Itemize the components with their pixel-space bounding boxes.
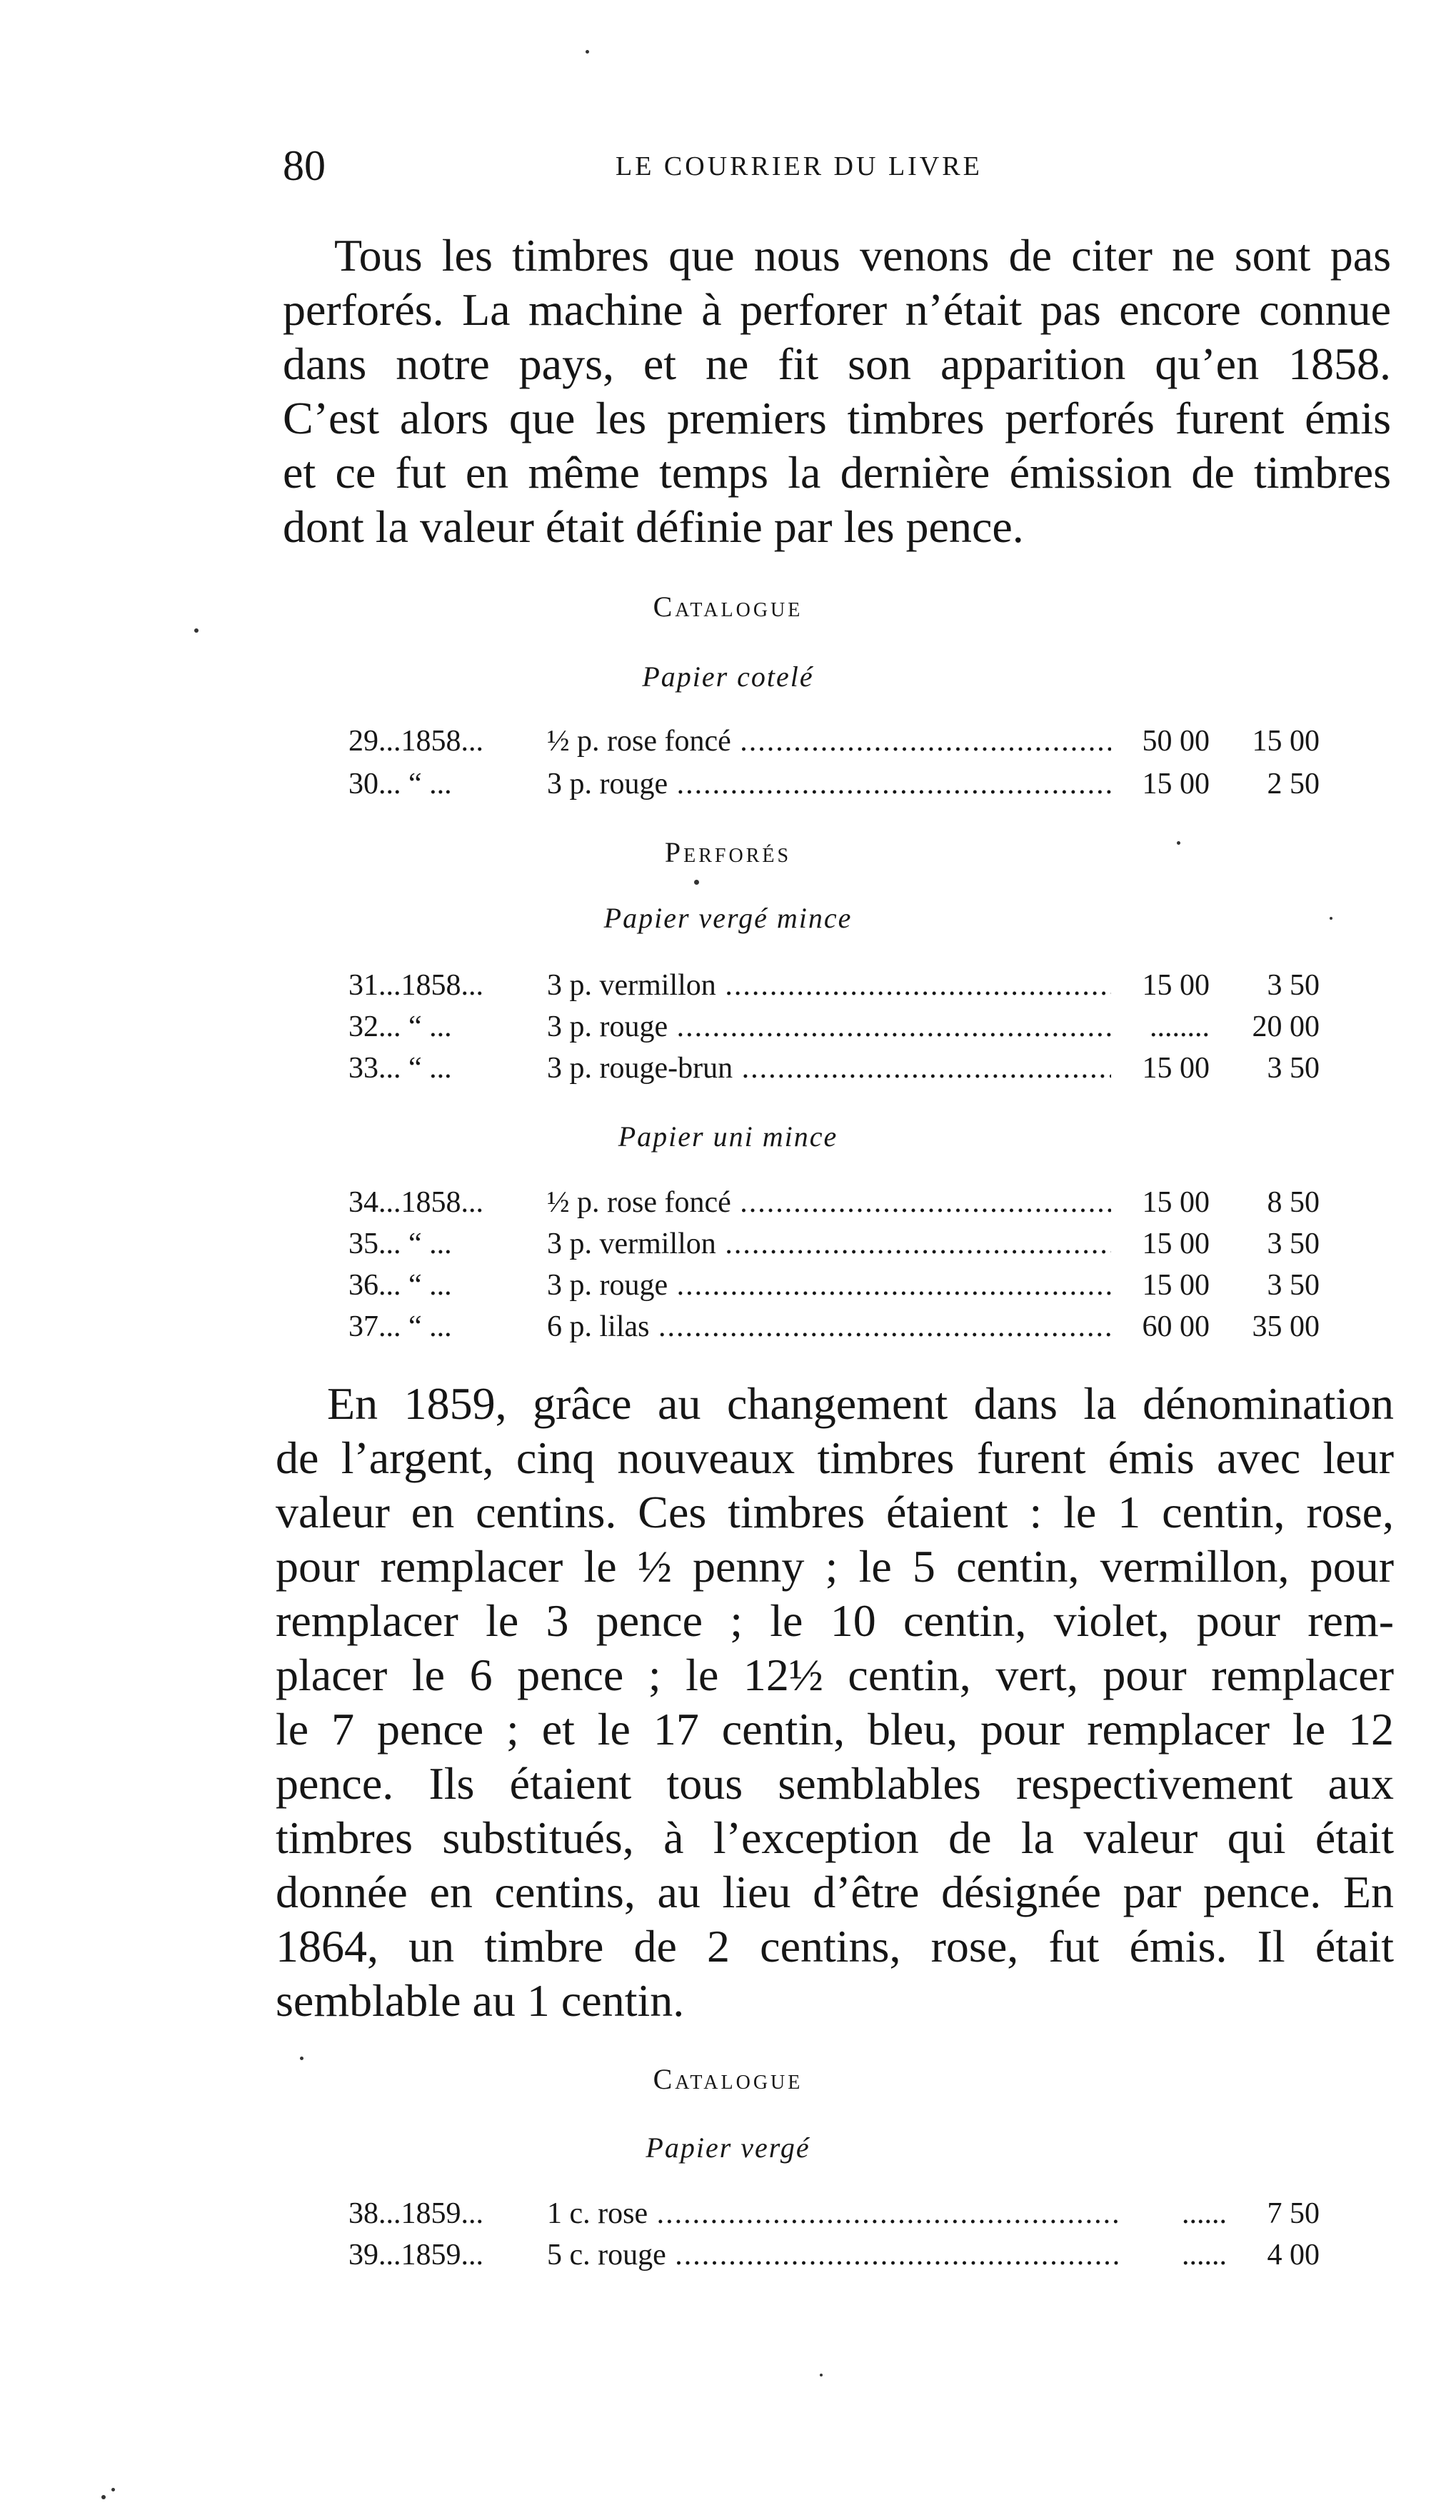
price-new: 15 00 <box>1142 1186 1210 1219</box>
price-new: ...... <box>1182 2239 1227 2271</box>
price-used: 15 00 <box>1252 725 1320 758</box>
catalogue-row <box>348 1265 1334 1305</box>
catalogue-row <box>348 1224 1334 1264</box>
text-line: semblable au 1 centin. <box>276 1975 685 2026</box>
catalogue-row <box>348 764 1334 804</box>
text-line: et ce fut en même temps la dernière émission de timbres <box>283 447 1391 498</box>
text-line: timbres substitués, à l’exception de la valeur qui était <box>276 1812 1394 1863</box>
text-line: placer le 6 pence ; le 12½ centin, vert, pour remplacer <box>276 1650 1394 1700</box>
catalogue-row <box>348 1183 1334 1223</box>
stamp-number: 31...1858... <box>348 969 483 1002</box>
stamp-description: ½ p. rose foncé ..... <box>547 1183 1111 1223</box>
price-used: 2 50 <box>1267 768 1320 800</box>
text-line: remplacer le 3 pence ; le 10 centin, violet, pour rem- <box>276 1595 1394 1646</box>
stamp-number: 34...1858... <box>348 1186 483 1219</box>
stamp-number: 37... “ ... <box>348 1310 452 1343</box>
paragraph-1 <box>283 229 1391 554</box>
stamp-description: 3 p. rouge-brun ..... <box>547 1048 1111 1088</box>
page-number: 80 <box>283 142 326 189</box>
stamp-description: 3 p. vermillon ..... <box>547 1224 1111 1264</box>
catalogue-row <box>348 965 1334 1005</box>
stamp-description: 6 p. lilas ..... <box>547 1307 1111 1347</box>
price-new: ........ <box>1150 1010 1210 1043</box>
text-line: C’est alors que les premiers timbres perforés furent émis <box>283 393 1391 443</box>
text-line: pour remplacer le ½ penny ; le 5 centin, vermillon, pour <box>276 1541 1394 1592</box>
price-new: 15 00 <box>1142 969 1210 1002</box>
price-used: 3 50 <box>1267 1269 1320 1302</box>
scan-speck <box>194 628 199 633</box>
stamp-description: 3 p. rouge ..... <box>547 1265 1111 1305</box>
price-used: 4 00 <box>1267 2239 1320 2271</box>
scan-speck <box>820 2374 823 2376</box>
stamp-description: 5 c. rouge ..... <box>547 2235 1118 2275</box>
stamp-number: 30... “ ... <box>348 768 452 800</box>
price-used: 3 50 <box>1267 1228 1320 1260</box>
price-new: 50 00 <box>1142 725 1210 758</box>
text-line: Tous les timbres que nous venons de citer ne sont pas <box>334 230 1391 281</box>
section-heading: Perforés <box>664 836 792 868</box>
paper-heading: Papier vergé <box>646 2132 810 2164</box>
scan-speck <box>694 880 699 885</box>
stamp-description: 1 c. rose ..... <box>547 2194 1118 2234</box>
price-new: 60 00 <box>1142 1310 1210 1343</box>
text-line: dont la valeur était définie par les pence. <box>283 501 1024 552</box>
scan-speck <box>300 2057 303 2060</box>
paper-heading: Papier cotelé <box>642 661 814 693</box>
scan-speck <box>111 2488 115 2491</box>
text-line: perforés. La machine à perforer n’était pas encore connue <box>283 284 1391 335</box>
text-line: 1864, un timbre de 2 centins, rose, fut émis. Il était <box>276 1921 1394 1972</box>
stamp-number: 33... “ ... <box>348 1052 452 1085</box>
catalogue-row <box>348 2194 1334 2234</box>
text-line: de l’argent, cinq nouveaux timbres furent émis avec leur <box>276 1432 1394 1483</box>
paper-heading: Papier vergé mince <box>603 902 853 934</box>
catalogue-title: Catalogue <box>653 591 803 623</box>
scan-speck <box>1177 841 1180 845</box>
catalogue-row <box>348 1007 1334 1047</box>
catalogue-row <box>348 721 1334 761</box>
stamp-description: ½ p. rose foncé ..... <box>547 721 1111 761</box>
scan-speck <box>101 2495 106 2499</box>
price-new: 15 00 <box>1142 768 1210 800</box>
price-new: 15 00 <box>1142 1269 1210 1302</box>
running-title: LE COURRIER DU LIVRE <box>616 151 983 181</box>
stamp-description: 3 p. vermillon ..... <box>547 965 1111 1005</box>
text-line: pence. Ils étaient tous semblables respectivement aux <box>276 1758 1394 1809</box>
paragraph-2 <box>276 1377 1394 2028</box>
scan-speck <box>586 50 589 54</box>
price-used: 8 50 <box>1267 1186 1320 1219</box>
page-header <box>283 143 1083 189</box>
price-new: ...... <box>1182 2197 1227 2230</box>
price-used: 20 00 <box>1252 1010 1320 1043</box>
catalogue-row <box>348 1307 1334 1347</box>
price-new: 15 00 <box>1142 1052 1210 1085</box>
text-line: donnée en centins, au lieu d’être désignée par pence. En <box>276 1867 1394 1917</box>
price-used: 3 50 <box>1267 969 1320 1002</box>
stamp-description: 3 p. rouge ..... <box>547 764 1111 804</box>
stamp-number: 29...1858... <box>348 725 483 758</box>
text-line: dans notre pays, et ne fit son apparition qu’en 1858. <box>283 338 1391 389</box>
price-used: 35 00 <box>1252 1310 1320 1343</box>
stamp-number: 36... “ ... <box>348 1269 452 1302</box>
paper-heading: Papier uni mince <box>618 1120 838 1153</box>
price-used: 7 50 <box>1267 2197 1320 2230</box>
catalogue-row <box>348 2235 1334 2275</box>
stamp-number: 35... “ ... <box>348 1228 452 1260</box>
catalogue-title: Catalogue <box>653 2063 803 2095</box>
text-line: valeur en centins. Ces timbres étaient : le 1 centin, rose, <box>276 1487 1394 1537</box>
text-line: En 1859, grâce au changement dans la dénomination <box>327 1378 1394 1429</box>
text-line: le 7 pence ; et le 17 centin, bleu, pour remplacer le 12 <box>276 1704 1394 1755</box>
price-used: 3 50 <box>1267 1052 1320 1085</box>
stamp-number: 39...1859... <box>348 2239 483 2271</box>
stamp-number: 32... “ ... <box>348 1010 452 1043</box>
catalogue-row <box>348 1048 1334 1088</box>
stamp-number: 38...1859... <box>348 2197 483 2230</box>
price-new: 15 00 <box>1142 1228 1210 1260</box>
scan-speck <box>1330 917 1332 920</box>
stamp-description: 3 p. rouge ..... <box>547 1007 1111 1047</box>
